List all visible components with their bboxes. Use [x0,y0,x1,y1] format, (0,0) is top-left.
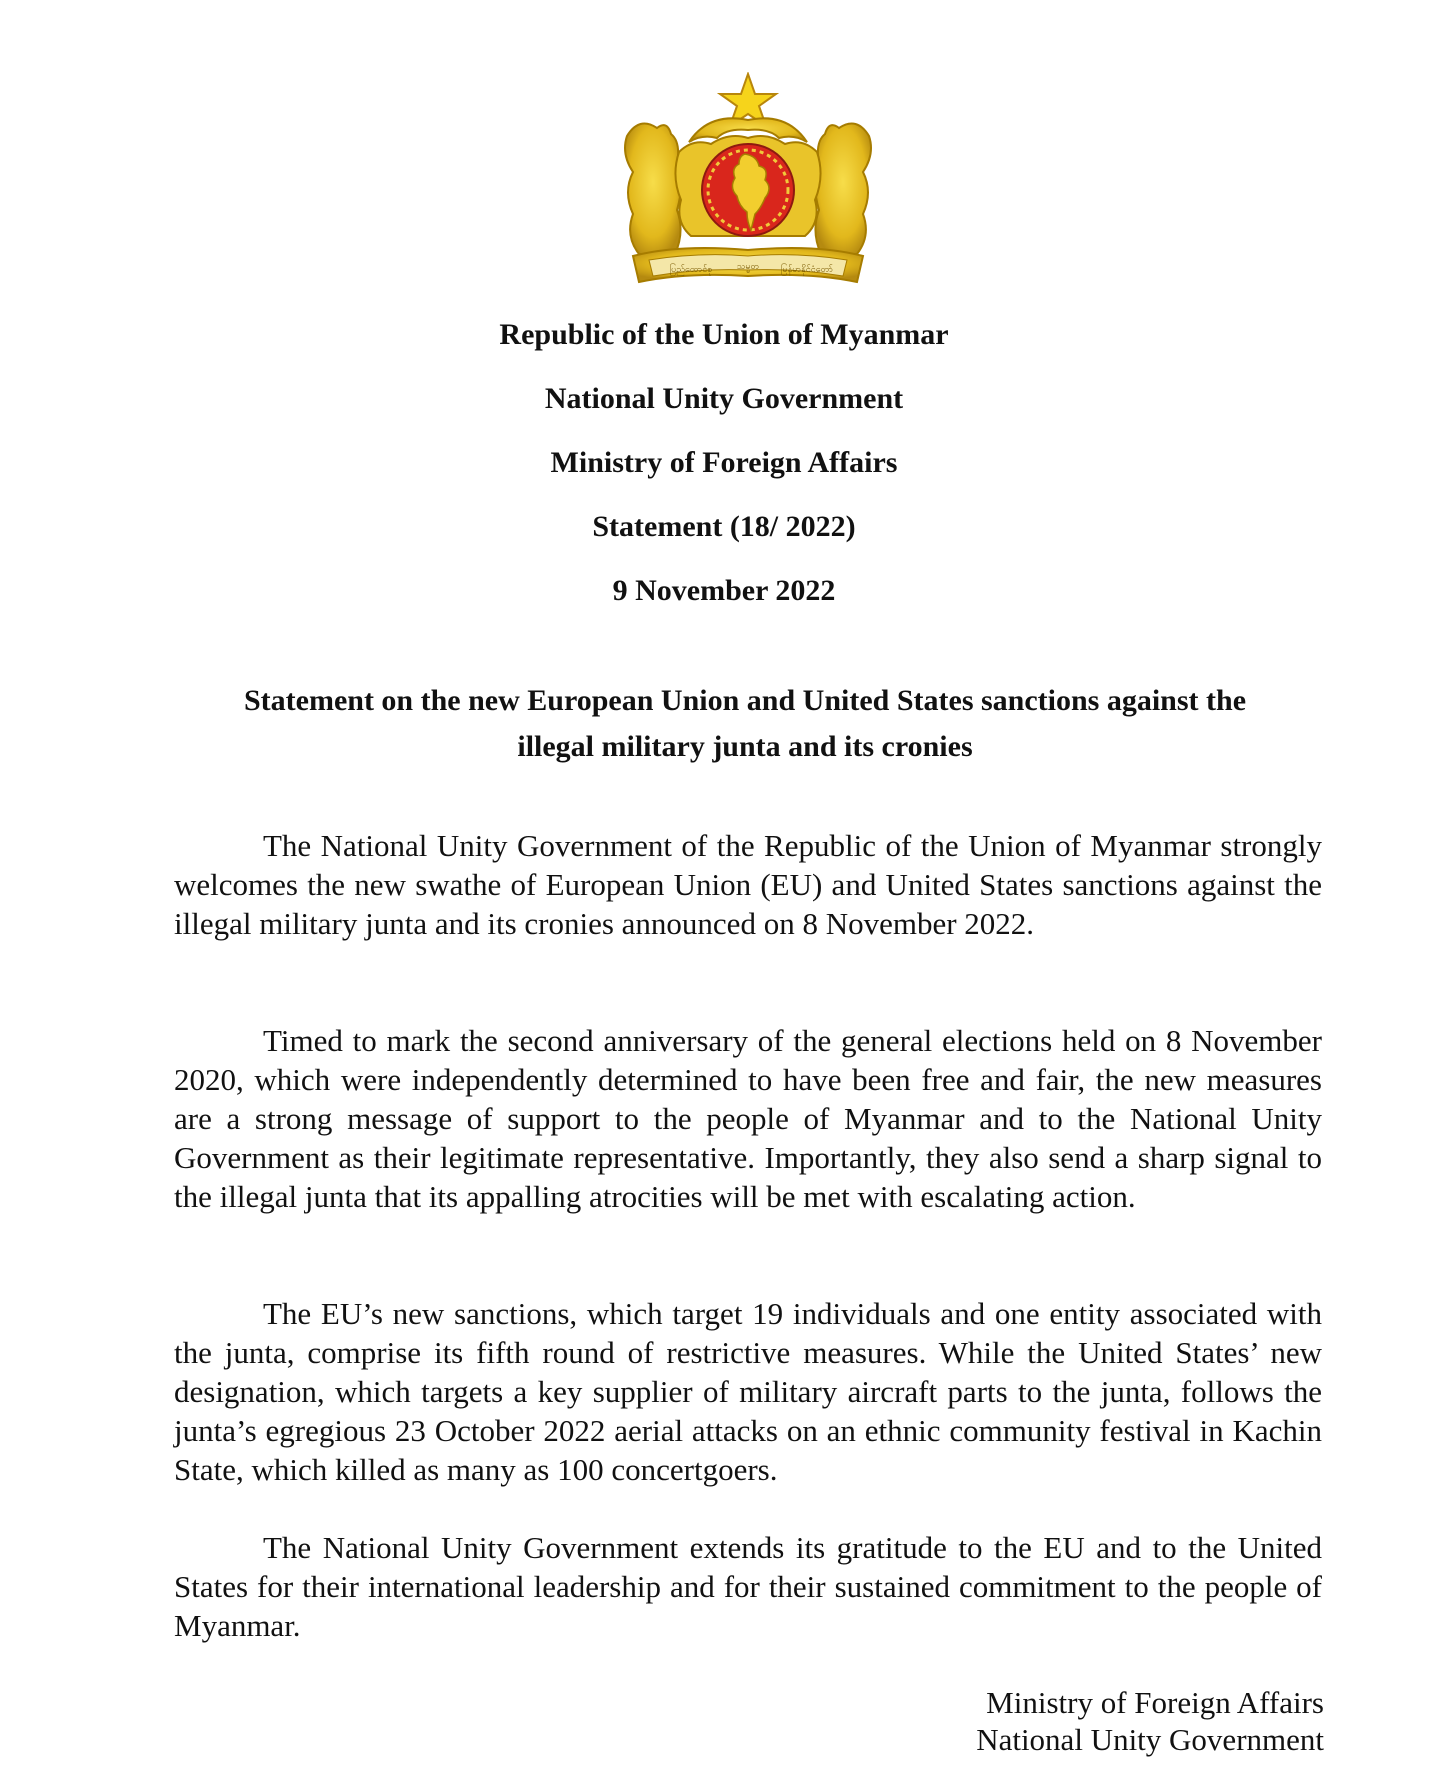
paragraph-4-text: The National Unity Government extends its gratitude to the EU and to the United States for their international leadership and for their sustained commitment to the people of Myanmar. [174,1530,1322,1643]
paragraph-2 [174,1021,1322,1216]
svg-text:ပြည်ထောင်စု: ပြည်ထောင်စု [669,265,713,275]
paragraph-3-text: The EU’s new sanctions, which target 19 individuals and one entity associated with the junta, comprise its fifth round of restrictive measures. While the United States’ new designation, which targets a key supplier of military aircraft parts to the junta, follows the junta’s egregious 23 October 2022 aerial attacks on an ethnic community festival in Kachin State, which killed as many as 100 concertgoers. [174,1296,1322,1487]
statement-title-line1: Statement on the new European Union and United States sanctions against the [243,684,1247,717]
header-date: 9 November 2022 [612,574,836,607]
header-government: National Unity Government [544,382,904,415]
state-seal-emblem [619,72,877,292]
svg-text:သမ္မတ: သမ္မတ [736,262,760,272]
signature-ministry: Ministry of Foreign Affairs [986,1685,1324,1720]
statement-title [160,678,1330,770]
header-republic: Republic of the Union of Myanmar [499,318,949,351]
header-ministry: Ministry of Foreign Affairs [550,446,898,479]
svg-text:မြန်မာနိုင်ငံတော်: မြန်မာနိုင်ငံတော် [780,265,834,275]
statement-title-line2: illegal military junta and its cronies [517,730,973,763]
signature-block [976,1684,1324,1758]
paragraph-1-text: The National Unity Government of the Republic of the Union of Myanmar strongly welcomes the new swathe of European Union (EU) and United States sanctions against the illegal military junta and its cronies announced on 8 November 2022. [174,828,1322,941]
paragraph-3 [174,1294,1322,1489]
paragraph-4 [174,1528,1322,1645]
signature-government: National Unity Government [976,1722,1324,1757]
paragraph-1 [174,826,1322,943]
paragraph-2-text: Timed to mark the second anniversary of the general elections held on 8 November 2020, which were independently determined to have been free and fair, the new measures are a strong message of support to the people of Myanmar and to the National Unity Government as their legitimate representative. Importantly, they also send a sharp signal to the illegal junta that its appalling atrocities will be met with escalating action. [174,1023,1322,1214]
header-statement-number: Statement (18/ 2022) [592,510,856,543]
